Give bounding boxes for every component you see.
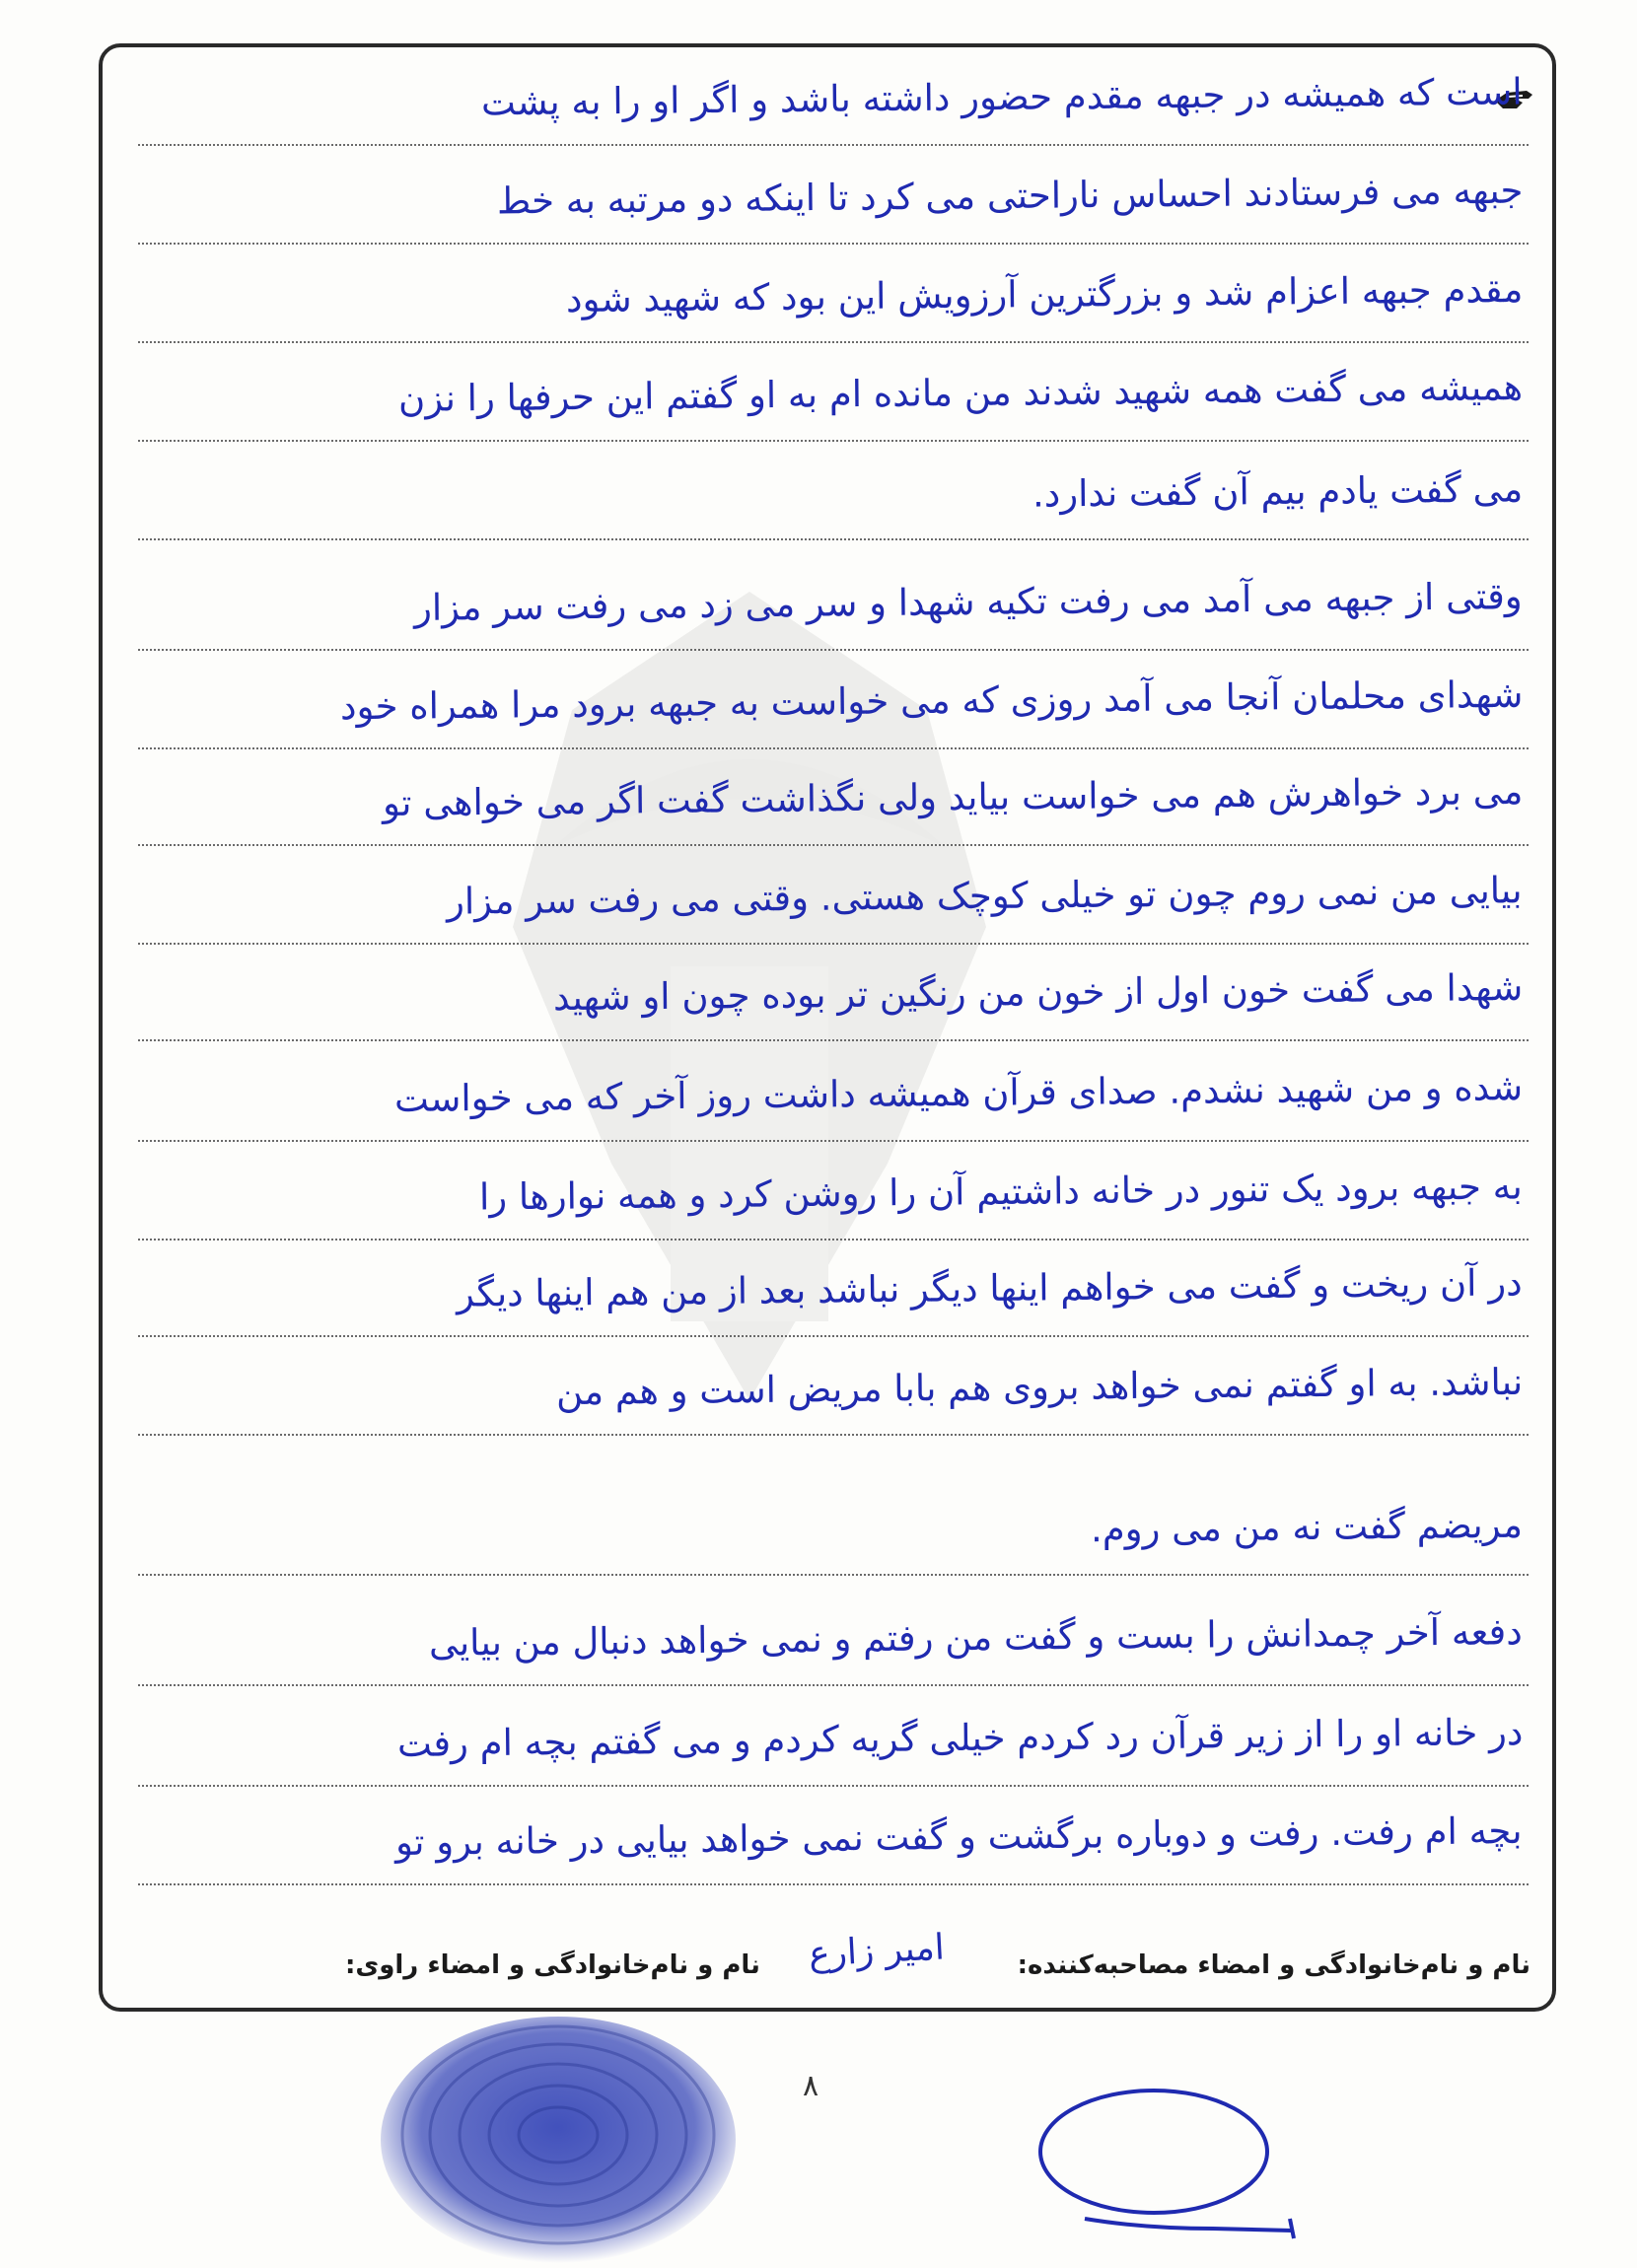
text-line: شهدا می گفت خون اول از خون من رنگین تر بوده چون او شهید [138,964,1529,1041]
text-line: به جبهه برود یک تنور در خانه داشتیم آن را روشن کرد و همه نوارها را [138,1164,1529,1240]
handwritten-text-area [138,0,1529,2268]
narrator-signature [1026,2081,1321,2268]
text-line: بچه ام رفت. رفت و دوباره برگشت و گفت نمی خواهد بیایی در خانه برو تو [138,1808,1529,1885]
text-line: بیایی من نمی روم چون تو خیلی کوچک هستی. وقتی می رفت سر مزار [138,868,1529,945]
text-line: می گفت یادم بیم آن گفت ندارد. [138,463,1529,540]
text-line: می برد خواهرش هم می خواست بیاید ولی نگذاشت گفت اگر می خواهی تو [138,769,1529,846]
text-line: در خانه او را از زیر قرآن رد کردم خیلی گریه کردم و می گفتم بچه ام رفت [138,1710,1529,1787]
narrator-label: نام و نام‌خانوادگی و امضاء راوی: [345,1950,760,1980]
thumbprint [371,2012,746,2268]
text-line: نباشد. به او گفتم نمی خواهد بروی هم بابا مریض است و هم من [138,1359,1529,1436]
page-number: ۸ [803,2069,819,2103]
interviewer-label: نام و نام‌خانوادگی و امضاء مصاحبه‌کننده: [1017,1950,1530,1980]
text-line: وقتی از جبهه می آمد می رفت تکیه شهدا و سر می زد می رفت سر مزار [138,574,1529,651]
text-line: است که همیشه در جبهه مقدم حضور داشته باشد و اگر او را به پشت [138,69,1529,146]
text-line: دفعه آخر چمدانش را بست و گفت من رفتم و نمی خواهد دنبال من بیایی [138,1609,1529,1686]
text-line: شده و من شهید نشدم. صدای قرآن همیشه داشت روز آخر که می خواست [138,1065,1529,1142]
text-line: مقدم جبهه اعزام شد و بزرگترین آرزویش این بود که شهید شود [138,266,1529,343]
text-line: جبهه می فرستادند احساس ناراحتی می کرد تا اینکه دو مرتبه به خط [138,168,1529,245]
text-line: مریضم گفت نه من می روم. [138,1499,1529,1576]
text-line: در آن ریخت و گفت می خواهم اینها دیگر نباشد بعد از من هم اینها دیگر [138,1260,1529,1337]
text-line: شهدای محلمان آنجا می آمد روزی که می خواست به جبهه برود مرا همراه خود [138,673,1529,749]
text-line: همیشه می گفت همه شهید شدند من مانده ام به او گفتم این حرفها را نزن [138,365,1529,442]
interviewer-signature: امیر زارع [808,1927,946,1975]
